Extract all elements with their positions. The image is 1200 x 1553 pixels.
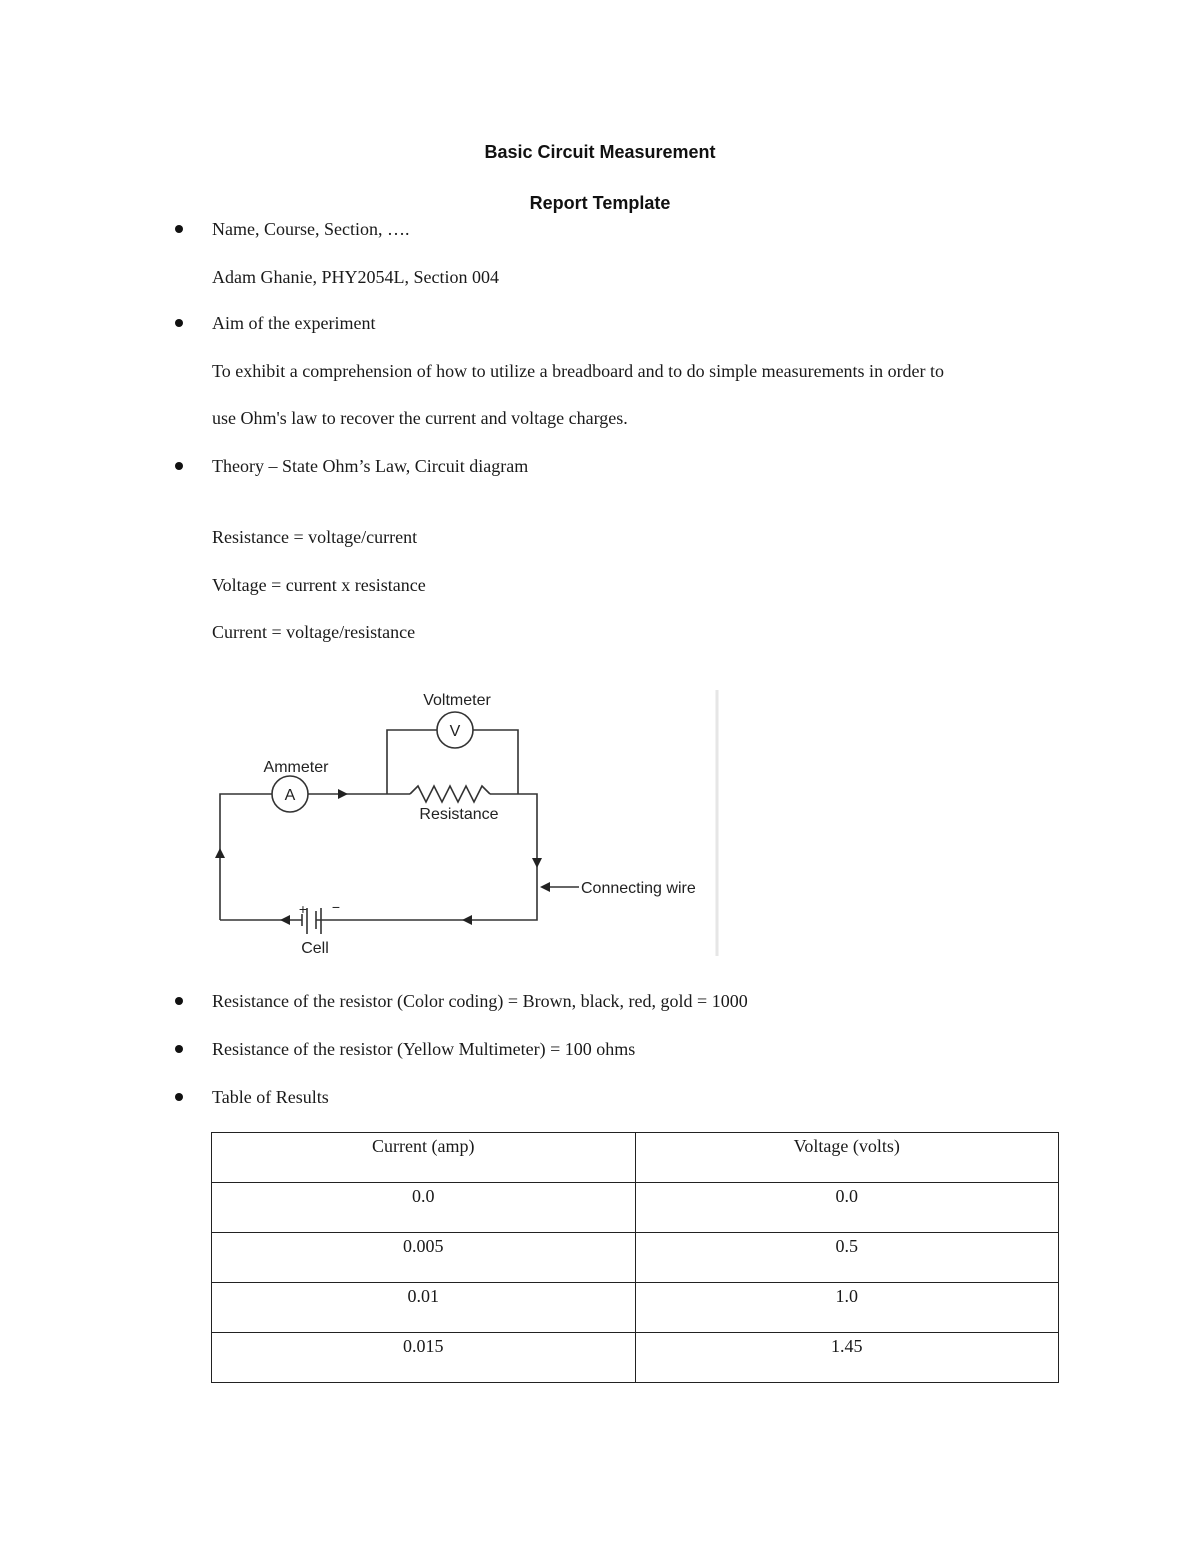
- formula-voltage: Voltage = current x resistance: [212, 575, 426, 595]
- bullet-dot: [175, 1045, 183, 1053]
- table-row: [212, 1233, 1059, 1283]
- cell-current: 0.005: [212, 1233, 636, 1283]
- voltmeter-label: Voltmeter: [423, 692, 491, 709]
- name-heading: Name, Course, Section, ….: [212, 219, 410, 239]
- circuit-diagram: [212, 686, 722, 961]
- document-title: Basic Circuit Measurement: [484, 142, 716, 162]
- table-heading: Table of Results: [212, 1087, 329, 1107]
- table-row: [212, 1283, 1059, 1333]
- arrow-right-icon: [338, 789, 348, 799]
- header-voltage: Voltage (volts): [635, 1133, 1059, 1183]
- cell-label: Cell: [301, 940, 329, 957]
- cell-voltage: 0.0: [635, 1183, 1059, 1233]
- resistor-zigzag: [410, 786, 490, 802]
- aim-heading: Aim of the experiment: [212, 313, 376, 333]
- header-current: Current (amp): [212, 1133, 636, 1183]
- ammeter-label: Ammeter: [263, 759, 329, 776]
- cell-minus-sign: −: [331, 899, 341, 915]
- voltmeter-symbol: V: [449, 723, 461, 740]
- bullet-dot: [175, 462, 183, 470]
- pointer-arrow-icon: [540, 882, 550, 892]
- bullet-dot: [175, 225, 183, 233]
- cell-voltage: 0.5: [635, 1233, 1059, 1283]
- voltmeter-wire-left: [387, 730, 437, 794]
- wire-left: [220, 794, 272, 920]
- formula-resistance: Resistance = voltage/current: [212, 527, 418, 547]
- table-row: [212, 1333, 1059, 1383]
- table-row: [212, 1183, 1059, 1233]
- arrow-down-icon: [532, 858, 542, 868]
- bullet-dot: [175, 1093, 183, 1101]
- cell-current: 0.0: [212, 1183, 636, 1233]
- bullet-dot: [175, 319, 183, 327]
- aim-text-line-1: To exhibit a comprehension of how to utilize a breadboard and to do simple measurements in order to: [212, 361, 945, 381]
- cell-voltage: 1.0: [635, 1283, 1059, 1333]
- cell-current: 0.01: [212, 1283, 636, 1333]
- cell-plus-sign: +: [298, 901, 308, 917]
- voltmeter-wire-right: [473, 730, 518, 794]
- arrow-up-icon: [215, 848, 225, 858]
- formula-current: Current = voltage/resistance: [212, 622, 416, 642]
- ammeter-symbol: A: [284, 787, 296, 804]
- cell-current: 0.015: [212, 1333, 636, 1383]
- arrow-left-icon: [462, 915, 472, 925]
- resistor-color-coding: Resistance of the resistor (Color coding) = Brown, black, red, gold = 1000: [212, 991, 748, 1011]
- resistance-label: Resistance: [419, 806, 499, 823]
- connecting-wire-label: Connecting wire: [581, 880, 696, 897]
- cell-voltage: 1.45: [635, 1333, 1059, 1383]
- theory-heading: Theory – State Ohm’s Law, Circuit diagram: [212, 456, 529, 476]
- table-header-row: [212, 1133, 1059, 1183]
- arrow-left-icon: [280, 915, 290, 925]
- bullet-dot: [175, 997, 183, 1005]
- resistor-multimeter: Resistance of the resistor (Yellow Multimeter) = 100 ohms: [212, 1039, 636, 1059]
- name-value: Adam Ghanie, PHY2054L, Section 004: [212, 267, 499, 287]
- results-table: [211, 1132, 1059, 1383]
- document-subtitle: Report Template: [529, 193, 671, 213]
- aim-text-line-2: use Ohm's law to recover the current and voltage charges.: [212, 408, 628, 428]
